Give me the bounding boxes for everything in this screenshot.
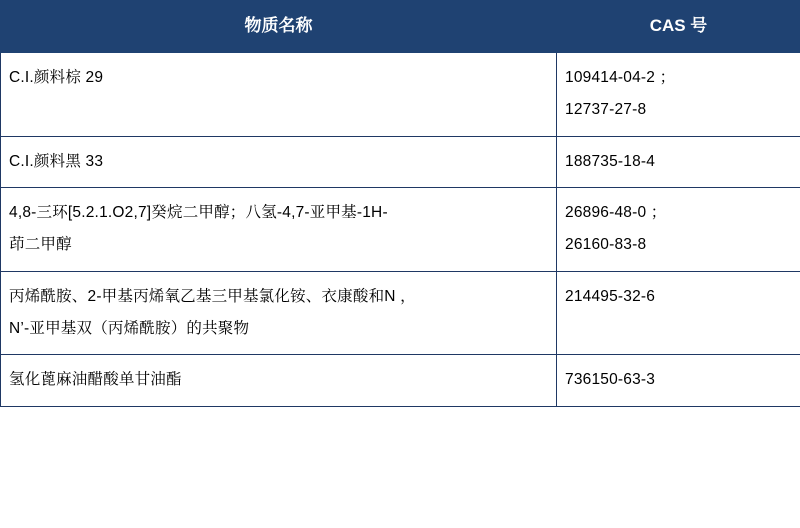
cas-number-line: 12737-27-8 xyxy=(565,100,647,118)
cell-substance-name xyxy=(1,53,557,137)
table-row xyxy=(1,53,800,137)
table-row xyxy=(1,136,800,188)
cas-number-line: 214495-32-6 xyxy=(565,287,656,305)
table-row xyxy=(1,188,800,272)
cas-number-line: 26896-48-0 ； xyxy=(565,204,667,222)
table-body xyxy=(1,53,800,407)
substance-name-line: 茚二甲醇 xyxy=(9,236,72,254)
substance-name-line: C.I.颜料棕 29 xyxy=(9,69,104,87)
table-row xyxy=(1,271,800,355)
substance-name-line: C.I.颜料黑 33 xyxy=(9,152,104,170)
cas-number-line: 109414-04-2 ； xyxy=(565,69,676,87)
cell-substance-name xyxy=(1,271,557,355)
cell-cas-number xyxy=(557,188,800,272)
cell-substance-name xyxy=(1,355,557,407)
cell-cas-number xyxy=(557,136,800,188)
table-header xyxy=(1,1,800,53)
table-row xyxy=(1,355,800,407)
substance-name-line: 丙烯酰胺、2-甲基丙烯氧乙基三甲基氯化铵、衣康酸和N ， xyxy=(9,287,416,305)
substance-name-line: 氢化蓖麻油醋酸单甘油酯 xyxy=(9,371,182,389)
table-header-row xyxy=(1,1,800,53)
cell-cas-number xyxy=(557,355,800,407)
column-header-cas-number: CAS 号 xyxy=(557,1,800,53)
cas-number-line: 188735-18-4 xyxy=(565,152,656,170)
substance-name-line: N’-亚甲基双（丙烯酰胺）的共聚物 xyxy=(9,319,250,337)
cell-cas-number xyxy=(557,271,800,355)
substance-name-line: 4,8-三环[5.2.1.O2,7]癸烷二甲醇；八氢-4,7-亚甲基-1H- xyxy=(9,204,388,222)
cell-cas-number xyxy=(557,53,800,137)
cas-number-line: 736150-63-3 xyxy=(565,371,656,389)
cas-number-line: 26160-83-8 xyxy=(565,236,647,254)
column-header-substance-name: 物质名称 xyxy=(1,1,557,53)
cell-substance-name xyxy=(1,188,557,272)
cell-substance-name xyxy=(1,136,557,188)
